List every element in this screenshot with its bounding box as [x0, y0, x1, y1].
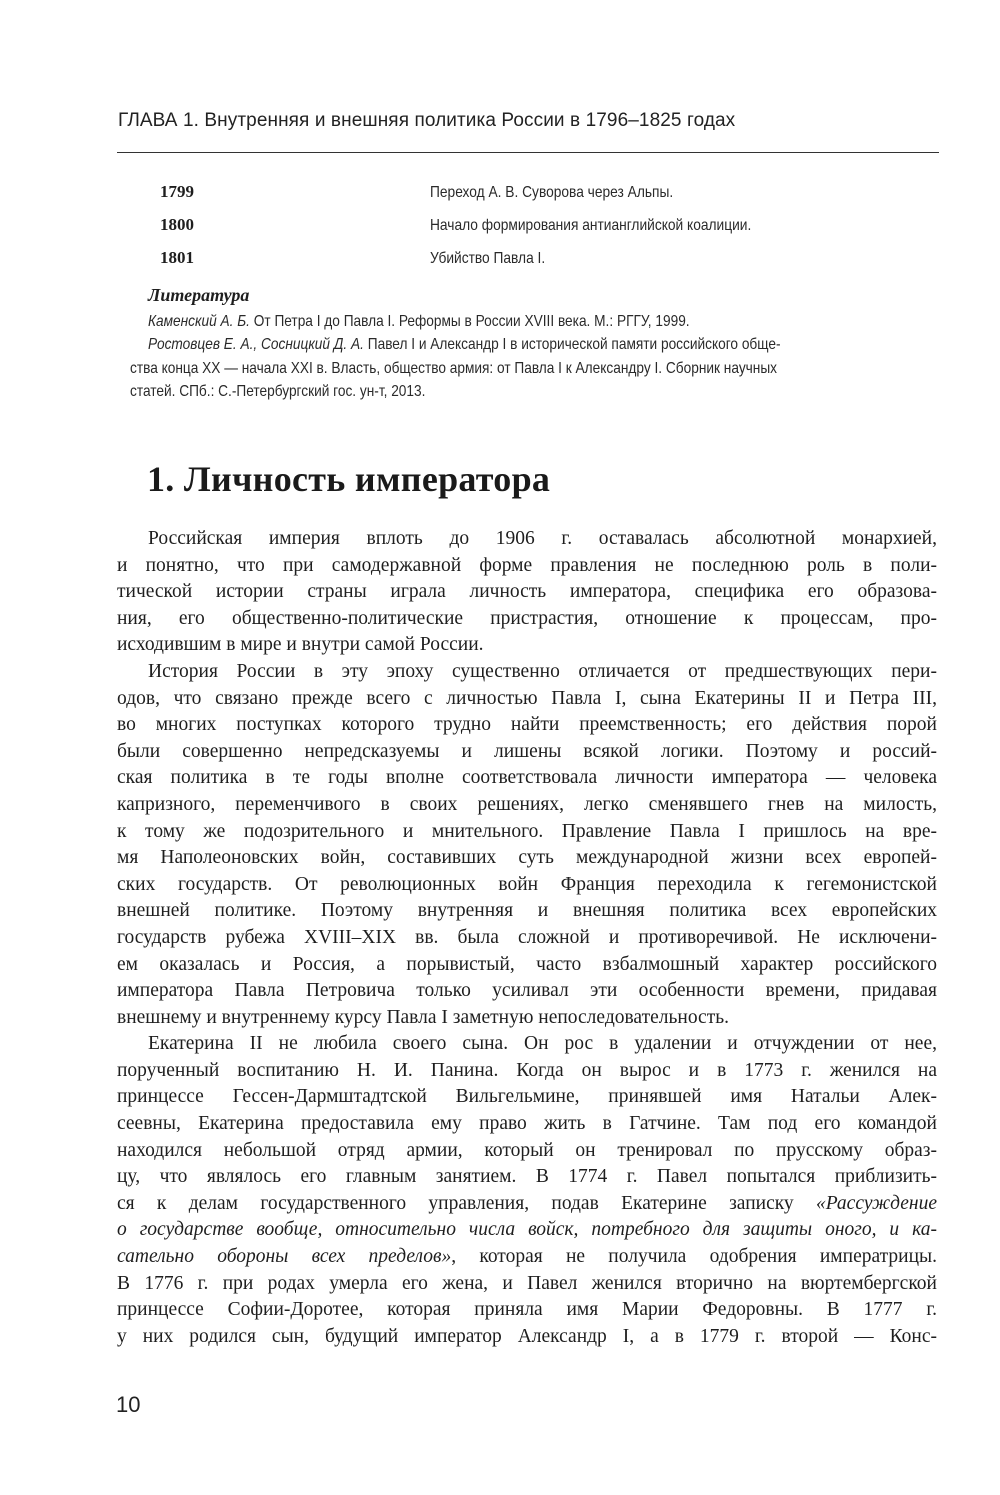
body-line: находился небольшой отряд армии, который он тренировал по прусскому образ- [117, 1139, 937, 1161]
chronology-row [160, 215, 920, 248]
chronology-event: Убийство Павла I. [430, 250, 546, 267]
body-text [117, 526, 937, 1350]
body-line-text: , которая не получила одобрения императрицы. [451, 1246, 937, 1268]
body-line: во многих поступках которого трудно найти преемственность; его действия порой [117, 714, 937, 736]
body-line: ния, его общественно-политические пристрастия, отношение к процессам, про- [117, 607, 937, 629]
body-line: капризного, переменчивого в своих решениях, легко сменявшего гнев на милость, [117, 793, 937, 815]
chronology-event: Начало формирования антианглийской коалиции. [430, 217, 752, 234]
body-line [117, 1217, 937, 1244]
body-line: В 1776 г. при родах умерла его жена, и Павел женился вторично на вюртембергской [117, 1272, 937, 1294]
literature-entry [148, 310, 834, 334]
chronology-event: Переход А. В. Суворова через Альпы. [430, 184, 674, 201]
literature-entry-continuation: ства конца XX — начала XXI в. Власть, общество армия: от Павла I к Александру I. Сборник научных [130, 359, 778, 377]
body-line: государств рубежа XVIII–XIX вв. была сложной и противоречивой. Не исключени- [117, 926, 937, 948]
body-line: История России в эту эпоху существенно отличается от предшествующих пери- [148, 660, 937, 682]
body-line-text: ся к делам государственного управления, подав Екатерине записку [117, 1192, 816, 1214]
body-line: внешнему и внутреннему курсу Павла I заметную непоследовательность. [117, 1006, 730, 1028]
literature-text: От Петра I до Павла I. Реформы в России XVIII века. М.: РГГУ, 1999. [249, 312, 690, 330]
literature-heading: Литература [148, 285, 250, 305]
literature-author: Каменский А. Б. [148, 312, 250, 330]
body-line: ем оказалась и Россия, а порывистый, часто взбалмошный характер российского [117, 953, 937, 975]
body-line: у них родился сын, будущий император Александр I, а в 1779 г. второй — Конс- [117, 1325, 937, 1347]
body-line-italic-quote: сательно обороны всех пределов» [117, 1246, 452, 1268]
body-line-italic-quote: о государстве вообще, относительно числа войск, потребного для защиты оного, и ка- [117, 1219, 937, 1241]
chronology-year: 1801 [160, 248, 194, 267]
literature-entry-continuation: статей. СПб.: С.-Петербургский гос. ун-т, 2013. [130, 383, 426, 400]
literature-author: Ростовцев Е. А., Сосницкий Д. А. [148, 336, 364, 353]
body-line: Российская империя вплоть до 1906 г. оставалась абсолютной монархией, [148, 528, 937, 549]
body-line: Екатерина II не любила своего сына. Он рос в удалении и отчуждении от нее, [148, 1033, 937, 1055]
body-line: императора Павла Петровича только усиливал эти особенности времени, придавая [117, 980, 937, 1002]
body-line: принцессе Софии-Доротее, которая приняла имя Марии Федоровны. В 1777 г. [117, 1299, 937, 1321]
chronology-year: 1799 [160, 182, 194, 201]
body-line: мя Наполеоновских войн, составивших суть международной жизни всех европей- [117, 847, 937, 869]
body-line: ская политика в те годы вполне соответствовала личности императора — человека [117, 767, 937, 789]
body-line: принцессе Гессен-Дармштадтской Вильгельмине, принявшей имя Натальи Алек- [117, 1086, 937, 1108]
body-line: были совершенно непредсказуемы и лишены всякой логики. Поэтому и россий- [117, 740, 937, 762]
body-line: цу, что являлось его главным занятием. В 1774 г. Павел попытался приблизить- [117, 1166, 937, 1188]
body-line: порученный воспитанию Н. И. Панина. Когда он вырос и в 1773 г. женился на [117, 1059, 937, 1081]
body-line [117, 1244, 937, 1271]
body-line-italic-quote: «Рассуждение [816, 1192, 937, 1214]
literature-section [130, 284, 950, 404]
literature-text: Павел I и Александр I в исторической памяти российского обще- [363, 336, 781, 353]
body-line: внешней политике. Поэтому внутренняя и внешняя политика всех европейских [117, 900, 937, 922]
body-line: к тому же подозрительного и мнительного. Правление Павла I пришлось на вре- [117, 820, 937, 842]
body-line: и понятно, что при самодержавной форме правления не последнюю роль в поли- [117, 554, 937, 576]
literature-entry [148, 333, 834, 357]
chronology-table [160, 182, 920, 281]
running-head: ГЛАВА 1. Внутренняя и внешняя политика России в 1796–1825 годах [118, 110, 736, 131]
body-line: тической истории страны играла личность императора, специфика его образова- [117, 581, 937, 603]
chronology-row [160, 248, 920, 281]
body-line: одов, что связано прежде всего с личностью Павла I, сына Екатерины II и Петра III, [117, 687, 937, 709]
body-line: ских государств. От революционных войн Франция переходила к гегемонистской [117, 873, 937, 895]
chronology-row [160, 182, 920, 215]
body-line: сеевны, Екатерина предоставила ему право жить в Гатчине. Там под его командой [117, 1113, 937, 1135]
page-number: 10 [116, 1392, 141, 1417]
chronology-year: 1800 [160, 215, 194, 234]
body-line: исходившим в мире и внутри самой России. [117, 634, 484, 656]
section-title: 1. Личность императора [147, 459, 551, 499]
body-line [117, 1191, 937, 1218]
header-rule [117, 152, 939, 153]
